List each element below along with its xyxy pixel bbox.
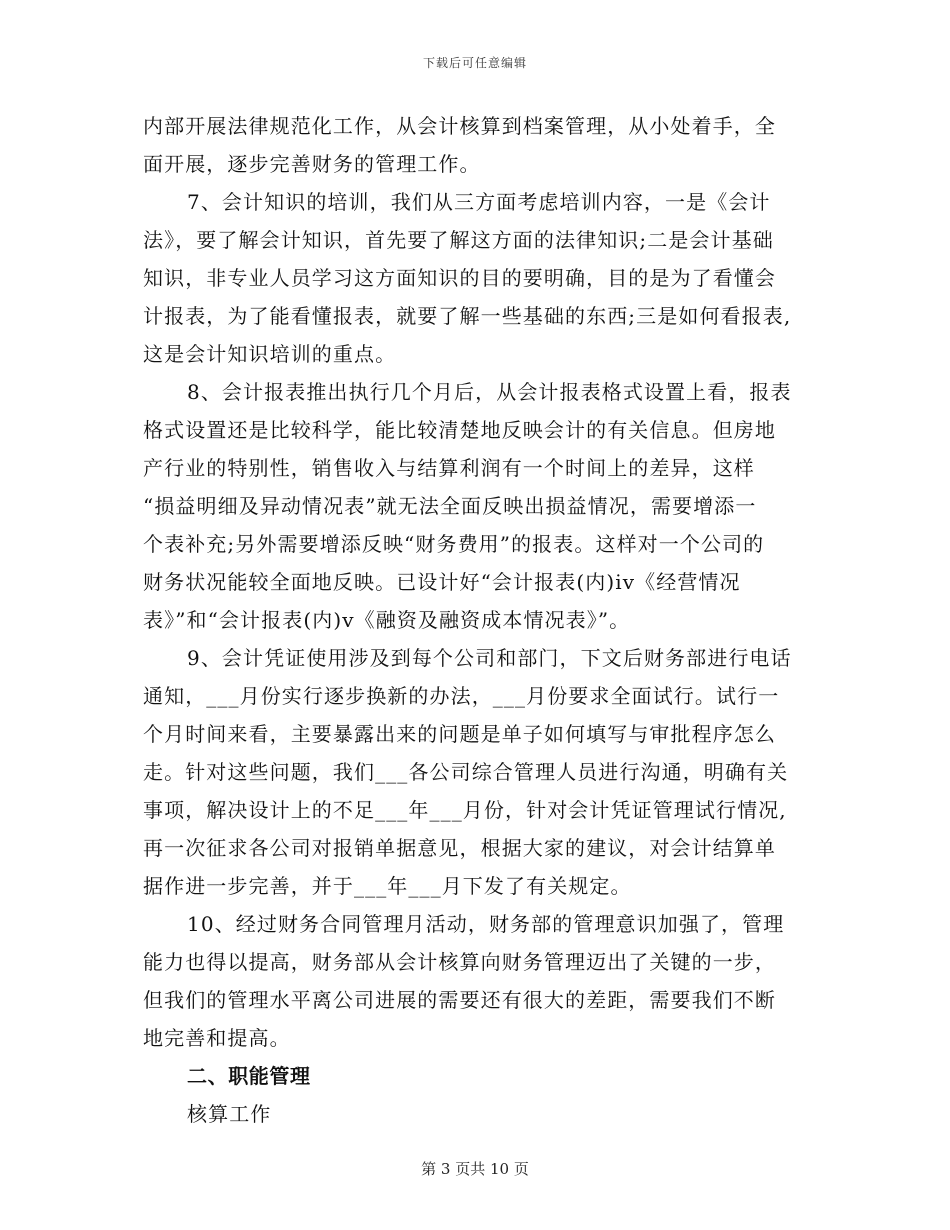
paragraph-9-start: 9、会计凭证使用涉及到每个公司和部门，下文后财务部进行电话 xyxy=(187,646,792,670)
text-line: 表》”和“会计报表(内)v《融资及融资成本情况表》”。 xyxy=(143,608,631,632)
text-line: 地完善和提高。 xyxy=(143,1026,291,1050)
page-number: 第 3 页共 10 页 xyxy=(421,1160,529,1178)
text-line: 这是会计知识培训的重点。 xyxy=(143,342,397,366)
text-line: 个表补充;另外需要增添反映“财务费用”的报表。这样对一个公司的 xyxy=(143,532,765,556)
document-body xyxy=(143,107,815,1133)
page-header: 下载后可任意编辑 xyxy=(422,56,527,70)
text-line: 据作进一步完善，并于___年___月下发了有关规定。 xyxy=(143,874,632,898)
text-line: 内部开展法律规范化工作，从会计核算到档案管理，从小处着手，全 xyxy=(143,114,776,138)
text-line: 但我们的管理水平离公司进展的需要还有很大的差距，需要我们不断 xyxy=(143,988,776,1012)
text-line: 财务状况能较全面地反映。已设计好“会计报表(内)iv《经营情况 xyxy=(143,570,741,594)
text-line: 法》，要了解会计知识，首先要了解这方面的法律知识;二是会计基础 xyxy=(143,228,774,252)
text-line: 面开展，逐步完善财务的管理工作。 xyxy=(143,152,481,176)
text-line: 格式设置还是比较科学，能比较清楚地反映会计的有关信息。但房地 xyxy=(143,418,776,442)
text-line: 产行业的特别性，销售收入与结算利润有一个时间上的差异，这样 xyxy=(143,456,755,480)
text-line: “损益明细及异动情况表”就无法全面反映出损益情况，需要增添一 xyxy=(143,494,757,518)
section-heading: 二、职能管理 xyxy=(187,1064,311,1088)
text-line: 再一次征求各公司对报销单据意见，根据大家的建议，对会计结算单 xyxy=(143,836,776,860)
text-line: 知识，非专业人员学习这方面知识的目的要明确，目的是为了看懂会 xyxy=(143,266,776,290)
text-line: 走。针对这些问题，我们___各公司综合管理人员进行沟通，明确有关 xyxy=(143,760,789,784)
paragraph-8-start: 8、会计报表推出执行几个月后，从会计报表格式设置上看，报表 xyxy=(187,380,792,404)
paragraph-10-start: 10、经过财务合同管理月活动，财务部的管理意识加强了，管理 xyxy=(187,912,785,936)
text-line: 计报表，为了能看懂报表，就要了解一些基础的东西;三是如何看报表, xyxy=(143,304,792,328)
text-line: 能力也得以提高，财务部从会计核算向财务管理迈出了关键的一步， xyxy=(143,950,776,974)
text-line: 通知，___月份实行逐步换新的办法，___月份要求全面试行。试行一 xyxy=(143,684,780,708)
text-line: 个月时间来看，主要暴露出来的问题是单子如何填写与审批程序怎么 xyxy=(143,722,776,746)
subsection-label: 核算工作 xyxy=(187,1102,272,1126)
paragraph-7-start: 7、会计知识的培训，我们从三方面考虑培训内容，一是《会计 xyxy=(187,190,771,214)
text-line: 事项，解决设计上的不足___年___月份，针对会计凭证管理试行情况, xyxy=(143,798,787,822)
